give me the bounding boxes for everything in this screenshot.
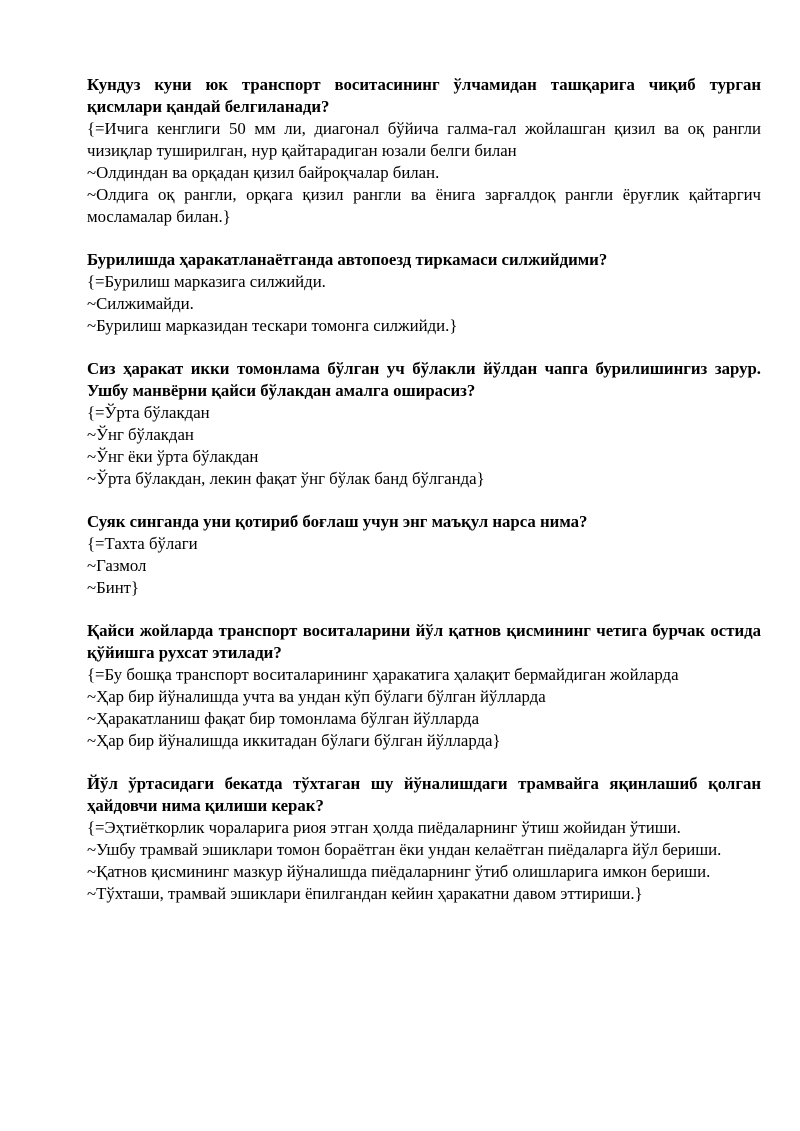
question-text: Суяк синганда уни қотириб боғлаш учун энг маъқул нарса нима? bbox=[87, 512, 588, 531]
answer-option: {=Тахта бўлаги bbox=[87, 534, 198, 553]
answer-option: ~Ўнг ёки ўрта бўлакдан bbox=[87, 447, 259, 466]
question-block-1 bbox=[87, 74, 761, 228]
question-block-2 bbox=[87, 249, 761, 337]
answer-option: ~Ҳар бир йўналишда учта ва ундан кўп бўлаги бўлган йўлларда bbox=[87, 687, 546, 706]
question-text: Йўл ўртасидаги бекатда тўхтаган шу йўналишдаги трамвайга яқинлашиб қолган ҳайдовчи нима қилиши керак? bbox=[87, 774, 761, 815]
answer-option: {=Бу бошқа транспорт воситаларининг ҳаракатига ҳалақит бермайдиган жойларда bbox=[87, 665, 679, 684]
answer-option: ~Қатнов қисмининг мазкур йўналишда пиёдаларнинг ўтиб олишларига имкон бериши. bbox=[87, 862, 711, 881]
answer-option: {=Бурилиш марказига силжийди. bbox=[87, 272, 326, 291]
question-block-4 bbox=[87, 511, 761, 599]
answer-option: ~Ушбу трамвай эшиклари томон бораётган ёки ундан келаётган пиёдаларга йўл бериши. bbox=[87, 840, 722, 859]
answer-option: ~Тўхташи, трамвай эшиклари ёпилгандан кейин ҳаракатни давом эттириши.} bbox=[87, 884, 643, 903]
answer-option: ~Ҳаракатланиш фақат бир томонлама бўлган йўлларда bbox=[87, 709, 480, 728]
question-text: Бурилишда ҳаракатланаётганда автопоезд тиркамаси силжийдими? bbox=[87, 250, 608, 269]
answer-option: {=Ўрта бўлакдан bbox=[87, 403, 210, 422]
answer-option: ~Олдиндан ва орқадан қизил байроқчалар билан. bbox=[87, 163, 440, 182]
question-text: Сиз ҳаракат икки томонлама бўлган уч бўлакли йўлдан чапга бурилишингиз зарур. Ушбу манвёрни қайси бўлакдан амалга оширасиз? bbox=[87, 359, 761, 400]
question-block-3 bbox=[87, 358, 761, 490]
question-text: Қайси жойларда транспорт воситаларини йўл қатнов қисмининг четига бурчак остида қўйишга рухсат этилади? bbox=[87, 621, 761, 662]
answer-option: ~Ўнг бўлакдан bbox=[87, 425, 194, 444]
answer-option: ~Ҳар бир йўналишда иккитадан бўлаги бўлган йўлларда} bbox=[87, 731, 501, 750]
question-text: Кундуз куни юк транспорт воситасининг ўлчамидан ташқарига чиқиб турган қисмлари қандай белгиланади? bbox=[87, 75, 761, 116]
answer-option: ~Олдига оқ рангли, орқага қизил рангли ва ёнига зарғалдоқ рангли ёруғлик қайтаргич мосламалар билан.} bbox=[87, 185, 761, 226]
answer-option: ~Газмол bbox=[87, 556, 147, 575]
answer-option: ~Бинт} bbox=[87, 578, 140, 597]
answer-option: ~Силжимайди. bbox=[87, 294, 194, 313]
answer-option: ~Ўрта бўлакдан, лекин фақат ўнг бўлак банд бўлганда} bbox=[87, 469, 485, 488]
question-block-5 bbox=[87, 620, 761, 752]
answer-option: {=Ичига кенглиги 50 мм ли, диагонал бўйича галма-гал жойлашган қизил ва оқ рангли чизиқлар туширилган, нур қайтарадиган юзали белги билан bbox=[87, 119, 761, 160]
answer-option: ~Бурилиш марказидан тескари томонга силжийди.} bbox=[87, 316, 458, 335]
question-block-6 bbox=[87, 773, 761, 905]
document-page bbox=[87, 74, 761, 926]
answer-option: {=Эҳтиёткорлик чораларига риоя этган ҳолда пиёдаларнинг ўтиш жойидан ўтиши. bbox=[87, 818, 681, 837]
